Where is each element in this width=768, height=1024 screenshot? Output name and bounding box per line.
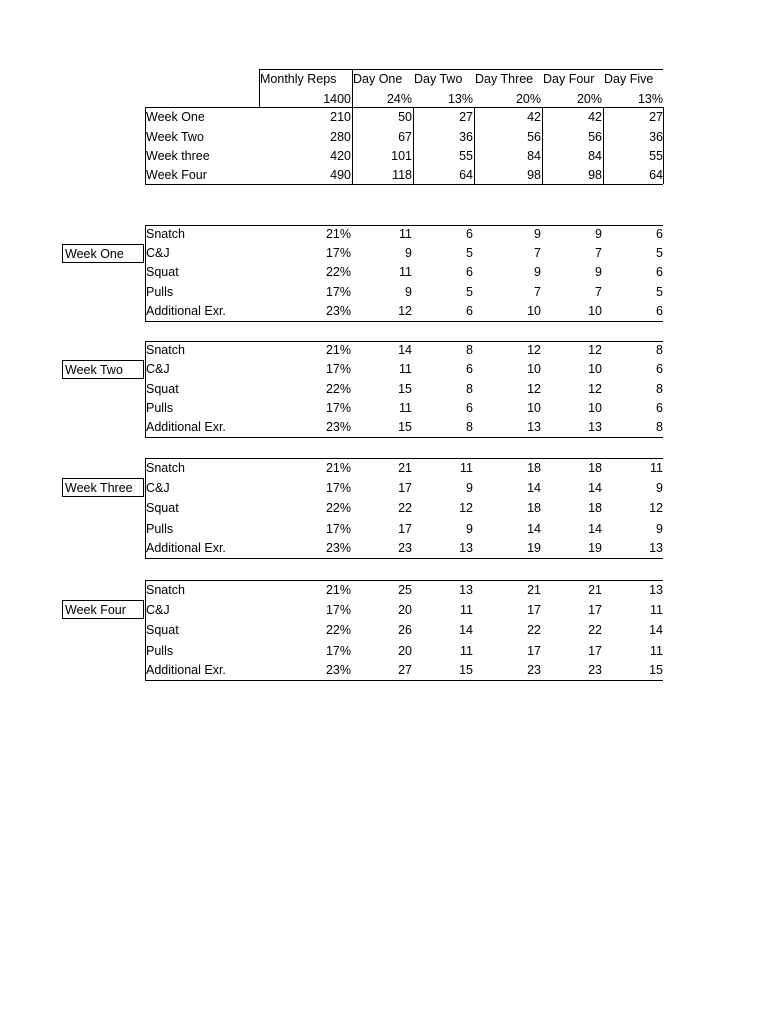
day-reps: 17 [588,603,602,617]
day-reps: 18 [588,501,602,515]
day-reps: 22 [398,501,412,515]
day-reps: 12 [527,382,541,396]
day-reps: 14 [527,481,541,495]
day-reps: 21 [588,583,602,597]
day-reps: 11 [460,603,473,617]
summary-cell: 27 [459,110,473,124]
day-reps: 15 [398,420,412,434]
day-reps: 14 [398,343,412,357]
exercise-pct: 23% [325,304,351,318]
summary-divider [413,107,414,184]
day-reps: 5 [466,246,473,260]
day-reps: 22 [527,623,541,637]
day-reps: 10 [588,401,602,415]
day-reps: 23 [527,663,541,677]
summary-cell: 36 [459,130,473,144]
day-reps: 9 [534,227,541,241]
day-reps: 19 [588,541,602,555]
day-reps: 21 [398,461,412,475]
exercise-pct: 21% [325,583,351,597]
day-reps: 11 [650,461,663,475]
section-bottom-rule [145,321,663,322]
day-reps: 10 [527,362,541,376]
summary-divider [603,107,604,184]
day-reps: 11 [650,603,663,617]
header-day-one: Day One [353,72,403,86]
exercise-name: C&J [146,603,170,617]
exercise-pct: 17% [325,481,351,495]
day-reps: 9 [466,522,473,536]
day-reps: 6 [466,401,473,415]
total-monthly-reps: 1400 [323,92,351,106]
day-reps: 14 [588,522,602,536]
day-reps: 13 [459,541,473,555]
day-reps: 10 [527,304,541,318]
exercise-name: Snatch [146,227,185,241]
day-reps: 27 [398,663,412,677]
exercise-pct: 17% [325,362,351,376]
header-day-two: Day Two [414,72,463,86]
summary-cell: 64 [649,168,663,182]
day-reps: 12 [588,382,602,396]
day-reps: 15 [398,382,412,396]
summary-cell: 56 [527,130,541,144]
summary-divider [145,107,146,184]
exercise-name: Snatch [146,583,185,597]
day-reps: 14 [588,481,602,495]
day-reps: 22 [588,623,602,637]
exercise-name: Additional Exr. [146,420,226,434]
day-reps: 8 [656,420,663,434]
day-reps: 6 [466,304,473,318]
day-reps: 20 [398,603,412,617]
summary-cell: 64 [459,168,473,182]
day-reps: 12 [649,501,663,515]
summary-cell: 98 [588,168,602,182]
day-reps: 9 [405,285,412,299]
summary-divider [259,69,260,107]
summary-cell: 98 [527,168,541,182]
exercise-name: Snatch [146,461,185,475]
day-reps: 6 [656,265,663,279]
day-reps: 9 [595,265,602,279]
exercise-pct: 23% [325,663,351,677]
summary-cell: 55 [459,149,473,163]
day-reps: 11 [460,461,473,475]
day-reps: 9 [534,265,541,279]
week-label: Week Three [62,478,144,497]
exercise-pct: 17% [325,522,351,536]
total-day-one: 24% [386,92,412,106]
day-reps: 10 [588,362,602,376]
day-reps: 23 [398,541,412,555]
day-reps: 11 [399,227,412,241]
summary-cell: 56 [588,130,602,144]
summary-row-label: Week Two [146,130,204,144]
day-reps: 9 [656,522,663,536]
exercise-pct: 22% [325,501,351,515]
day-reps: 9 [405,246,412,260]
day-reps: 12 [527,343,541,357]
day-reps: 20 [398,644,412,658]
day-reps: 14 [649,623,663,637]
day-reps: 5 [656,246,663,260]
section-bottom-rule [145,680,663,681]
day-reps: 6 [656,401,663,415]
day-reps: 6 [466,362,473,376]
day-reps: 7 [595,246,602,260]
header-day-five: Day Five [604,72,654,86]
exercise-pct: 21% [325,227,351,241]
summary-divider [352,69,353,184]
exercise-pct: 17% [325,603,351,617]
total-day-five: 13% [637,92,663,106]
summary-cell: 67 [398,130,412,144]
day-reps: 23 [588,663,602,677]
day-reps: 9 [656,481,663,495]
summary-cell: 210 [330,110,351,124]
exercise-pct: 17% [325,401,351,415]
exercise-name: Additional Exr. [146,304,226,318]
day-reps: 5 [656,285,663,299]
day-reps: 9 [595,227,602,241]
day-reps: 8 [656,343,663,357]
exercise-name: C&J [146,246,170,260]
day-reps: 8 [656,382,663,396]
day-reps: 17 [398,481,412,495]
exercise-pct: 22% [325,623,351,637]
exercise-pct: 21% [325,343,351,357]
summary-cell: 420 [330,149,351,163]
day-reps: 8 [466,343,473,357]
summary-top-rule [259,69,663,70]
exercise-name: Squat [146,265,179,279]
summary-row-label: Week Four [146,168,207,182]
exercise-pct: 23% [325,420,351,434]
day-reps: 6 [656,304,663,318]
day-reps: 14 [459,623,473,637]
day-reps: 15 [459,663,473,677]
day-reps: 7 [595,285,602,299]
section-bottom-rule [145,437,663,438]
exercise-name: Squat [146,382,179,396]
week-label: Week One [62,244,144,263]
day-reps: 26 [398,623,412,637]
summary-cell: 280 [330,130,351,144]
day-reps: 14 [527,522,541,536]
summary-header-rule [145,107,663,108]
week-label: Week Four [62,600,144,619]
total-day-two: 13% [447,92,473,106]
summary-cell: 84 [588,149,602,163]
summary-cell: 50 [398,110,412,124]
summary-row-label: Week One [146,110,205,124]
exercise-name: Pulls [146,401,174,415]
exercise-name: Snatch [146,343,185,357]
exercise-pct: 17% [325,644,351,658]
day-reps: 12 [588,343,602,357]
day-reps: 6 [656,362,663,376]
exercise-pct: 17% [325,246,351,260]
day-reps: 6 [466,227,473,241]
day-reps: 12 [398,304,412,318]
exercise-name: Pulls [146,522,174,536]
exercise-name: Additional Exr. [146,663,226,677]
day-reps: 18 [588,461,602,475]
summary-divider [663,107,664,184]
day-reps: 13 [649,541,663,555]
exercise-pct: 21% [325,461,351,475]
summary-cell: 42 [588,110,602,124]
day-reps: 8 [466,420,473,434]
exercise-name: Additional Exr. [146,541,226,555]
day-reps: 6 [466,265,473,279]
day-reps: 11 [399,401,412,415]
day-reps: 13 [588,420,602,434]
header-day-three: Day Three [475,72,534,86]
week-label: Week Two [62,360,144,379]
exercise-pct: 17% [325,285,351,299]
day-reps: 17 [588,644,602,658]
exercise-pct: 22% [325,265,351,279]
exercise-name: C&J [146,362,170,376]
exercise-name: Squat [146,623,179,637]
day-reps: 7 [534,285,541,299]
day-reps: 12 [459,501,473,515]
day-reps: 11 [460,644,473,658]
day-reps: 13 [649,583,663,597]
day-reps: 13 [459,583,473,597]
day-reps: 13 [527,420,541,434]
day-reps: 7 [534,246,541,260]
day-reps: 9 [466,481,473,495]
exercise-pct: 22% [325,382,351,396]
exercise-name: Squat [146,501,179,515]
exercise-name: C&J [146,481,170,495]
total-day-three: 20% [515,92,541,106]
day-reps: 21 [527,583,541,597]
summary-cell: 84 [527,149,541,163]
day-reps: 10 [527,401,541,415]
day-reps: 15 [649,663,663,677]
day-reps: 25 [398,583,412,597]
summary-cell: 118 [392,168,412,182]
day-reps: 8 [466,382,473,396]
day-reps: 17 [398,522,412,536]
day-reps: 10 [588,304,602,318]
day-reps: 5 [466,285,473,299]
day-reps: 17 [527,603,541,617]
day-reps: 18 [527,501,541,515]
section-bottom-rule [145,558,663,559]
summary-cell: 36 [649,130,663,144]
summary-cell: 55 [649,149,663,163]
day-reps: 17 [527,644,541,658]
exercise-pct: 23% [325,541,351,555]
day-reps: 11 [399,362,412,376]
exercise-name: Pulls [146,285,174,299]
exercise-name: Pulls [146,644,174,658]
day-reps: 11 [399,265,412,279]
summary-cell: 27 [649,110,663,124]
summary-divider [474,107,475,184]
day-reps: 11 [650,644,663,658]
header-day-four: Day Four [543,72,595,86]
summary-bottom-rule [145,184,663,185]
summary-cell: 490 [330,168,351,182]
day-reps: 19 [527,541,541,555]
summary-cell: 101 [391,149,412,163]
summary-row-label: Week three [146,149,210,163]
summary-cell: 42 [527,110,541,124]
day-reps: 18 [527,461,541,475]
total-day-four: 20% [576,92,602,106]
day-reps: 6 [656,227,663,241]
header-monthly-reps: Monthly Reps [260,72,337,86]
summary-divider [542,107,543,184]
